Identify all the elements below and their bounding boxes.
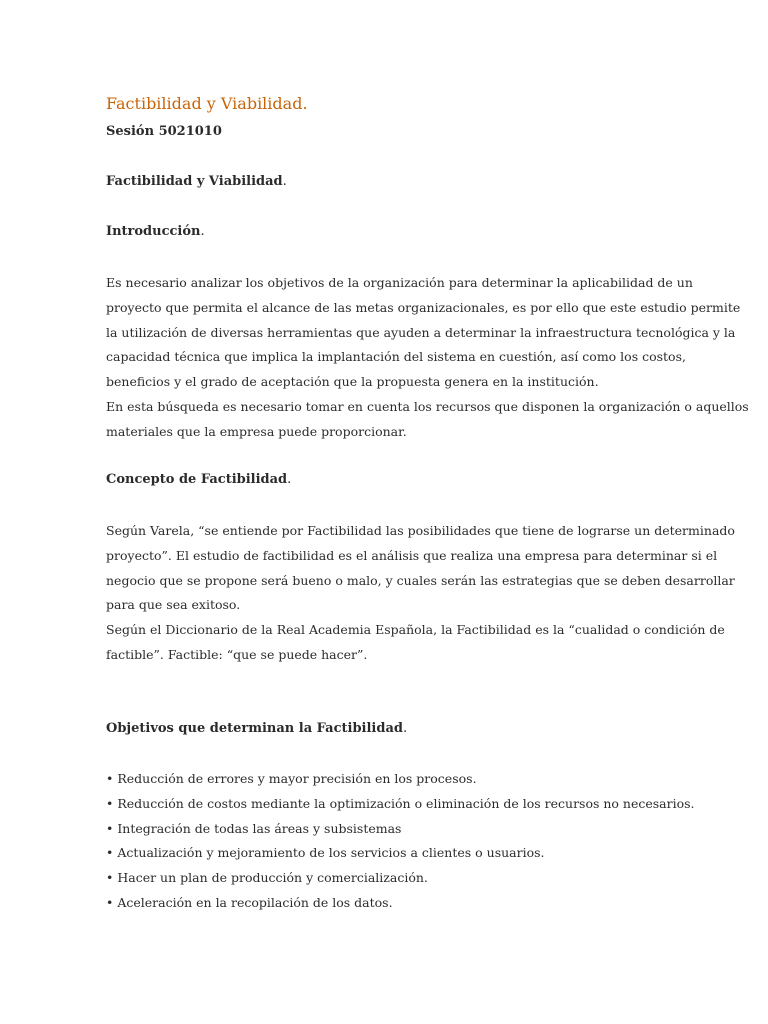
list-item: • Integración de todas las áreas y subsistemas bbox=[106, 820, 402, 836]
document-title: Factibilidad y Viabilidad. bbox=[106, 94, 308, 113]
concept-line: negocio que se propone será bueno o malo, y cuales serán las estrategias que se deben desarrollar bbox=[106, 572, 735, 588]
list-item: • Aceleración en la recopilación de los datos. bbox=[106, 894, 393, 910]
heading-intro bbox=[106, 224, 205, 239]
intro-line: proyecto que permita el alcance de las metas organizacionales, es por ello que este estudio permite bbox=[106, 299, 741, 315]
heading-intro-period: . bbox=[200, 224, 205, 239]
concept-line: factible”. Factible: “que se puede hacer”. bbox=[106, 646, 368, 662]
heading-main-text: Factibilidad y Viabilidad bbox=[106, 174, 283, 189]
concept-line: Según Varela, “se entiende por Factibilidad las posibilidades que tiene de lograrse un determinado bbox=[106, 523, 735, 538]
list-item: • Reducción de errores y mayor precisión en los procesos. bbox=[106, 771, 477, 786]
intro-line: Es necesario analizar los objetivos de la organización para determinar la aplicabilidad de un bbox=[106, 275, 693, 290]
objectives-list bbox=[106, 767, 695, 916]
heading-main bbox=[106, 174, 287, 189]
intro-line: materiales que la empresa puede proporcionar. bbox=[106, 423, 407, 439]
heading-main-period: . bbox=[282, 174, 287, 189]
intro-line: En esta búsqueda es necesario tomar en cuenta los recursos que disponen la organización o aquellos bbox=[106, 398, 749, 414]
heading-objectives-period: . bbox=[402, 721, 408, 736]
list-item: • Hacer un plan de producción y comercialización. bbox=[106, 870, 428, 886]
heading-concept bbox=[106, 472, 291, 487]
concept-line: Según el Diccionario de la Real Academia Española, la Factibilidad es la “cualidad o condición de bbox=[106, 622, 725, 638]
concept-paragraph bbox=[106, 519, 735, 668]
session-label: Sesión 5021010 bbox=[106, 124, 222, 139]
list-item: • Reducción de costos mediante la optimización o eliminación de los recursos no necesarios. bbox=[106, 795, 695, 811]
intro-paragraph bbox=[106, 271, 749, 445]
intro-line: capacidad técnica que implica la implantación del sistema en cuestión, así como los costos, bbox=[106, 349, 686, 365]
heading-objectives bbox=[106, 721, 407, 736]
list-item: • Actualización y mejoramiento de los servicios a clientes o usuarios. bbox=[106, 845, 545, 861]
concept-line: proyecto”. El estudio de factibilidad es el análisis que realiza una empresa para determinar si el bbox=[106, 547, 718, 563]
heading-objectives-text: Objetivos que determinan la Factibilidad bbox=[106, 721, 403, 736]
heading-concept-text: Concepto de Factibilidad bbox=[106, 472, 288, 487]
intro-line: beneficios y el grado de aceptación que la propuesta genera en la institución. bbox=[106, 374, 599, 390]
heading-intro-text: Introducción bbox=[106, 224, 201, 239]
concept-line: para que sea exitoso. bbox=[106, 597, 241, 613]
intro-line: la utilización de diversas herramientas que ayuden a determinar la infraestructura tecnológica y la bbox=[106, 324, 736, 340]
heading-concept-period: . bbox=[287, 472, 292, 487]
